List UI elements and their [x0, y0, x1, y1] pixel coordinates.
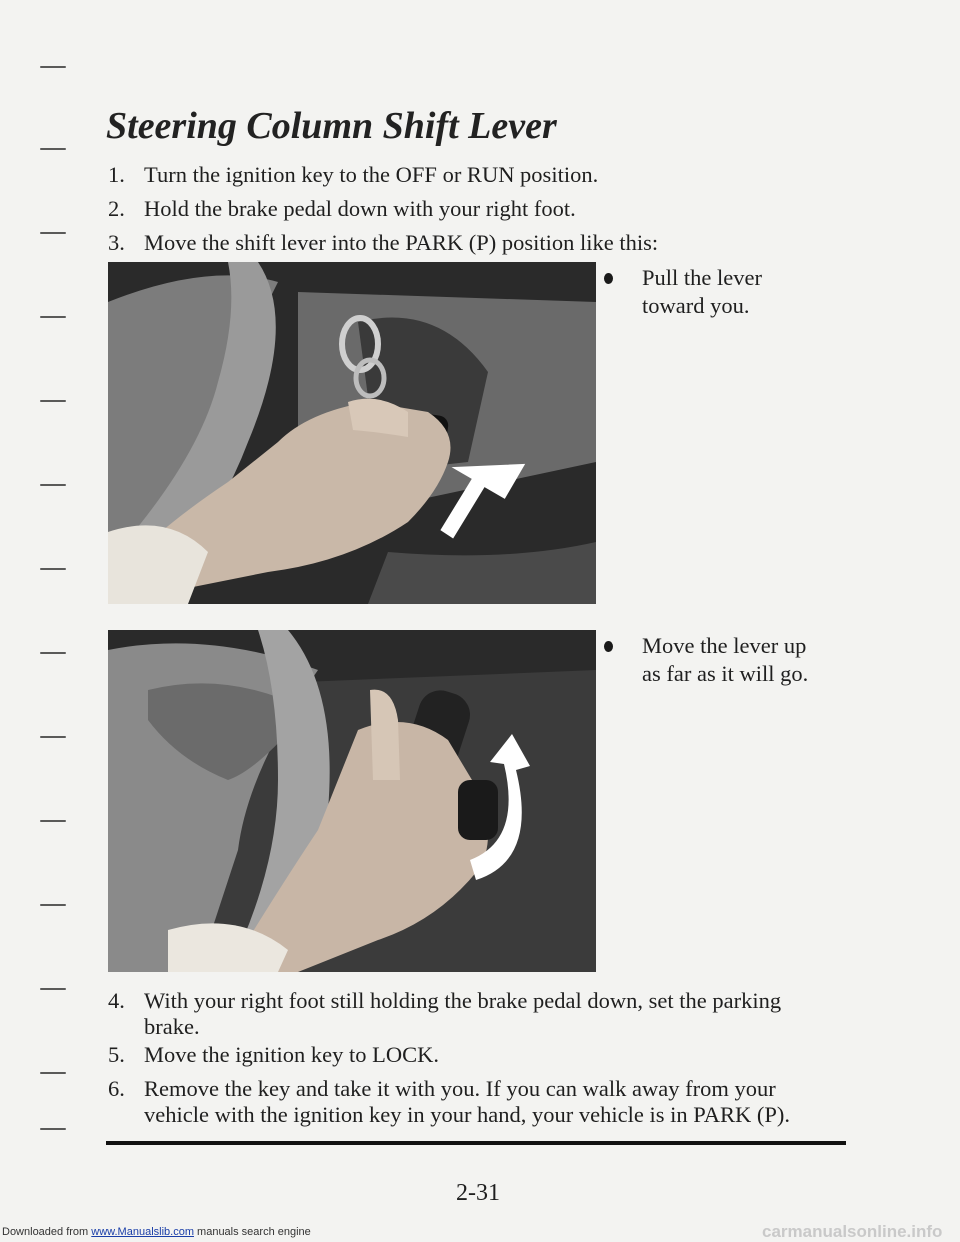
step-5 — [108, 1040, 439, 1070]
margin-mark — [40, 820, 66, 822]
margin-mark — [40, 1072, 66, 1074]
step-3 — [108, 228, 658, 258]
page-number: 2-31 — [456, 1180, 500, 1206]
margin-mark — [40, 232, 66, 234]
margin-mark — [40, 652, 66, 654]
step-text-continued: brake. — [144, 1014, 200, 1039]
margin-mark — [40, 148, 66, 150]
watermark: carmanualsonline.info — [762, 1222, 943, 1241]
step-1 — [108, 160, 598, 190]
step-number: 2. — [108, 196, 125, 221]
photo-pull-lever — [108, 262, 596, 604]
download-footer — [2, 1226, 311, 1238]
step-number: 5. — [108, 1042, 125, 1067]
bullet-text: as far as it will go. — [642, 661, 809, 686]
margin-mark — [40, 484, 66, 486]
footer-rule — [106, 1141, 846, 1145]
step-text-continued: vehicle with the ignition key in your hand, your vehicle is in PARK (P). — [144, 1102, 790, 1127]
bullet-dot — [604, 273, 613, 284]
margin-mark — [40, 400, 66, 402]
manualslib-link[interactable]: www.Manualslib.com — [91, 1226, 194, 1238]
bullet-text: Pull the lever — [642, 265, 762, 290]
step-text: Move the ignition key to LOCK. — [144, 1042, 439, 1067]
step-4 — [108, 986, 868, 1039]
footer-prefix: Downloaded from — [2, 1226, 92, 1238]
margin-mark — [40, 1128, 66, 1130]
page-title: Steering Column Shift Lever — [106, 105, 557, 147]
margin-mark — [40, 66, 66, 68]
step-number: 3. — [108, 230, 125, 255]
step-number: 4. — [108, 988, 125, 1013]
margin-mark — [40, 904, 66, 906]
step-text: Remove the key and take it with you. If you can walk away from your — [144, 1076, 776, 1101]
step-number: 1. — [108, 162, 125, 187]
step-6 — [108, 1074, 868, 1127]
margin-mark — [40, 568, 66, 570]
step-text: Hold the brake pedal down with your right foot. — [144, 196, 576, 221]
step-text: Move the shift lever into the PARK (P) position like this: — [144, 230, 659, 255]
photo-pull-lever-illustration — [108, 262, 596, 604]
margin-mark — [40, 316, 66, 318]
margin-mark — [40, 988, 66, 990]
step-text: Turn the ignition key to the OFF or RUN position. — [144, 162, 599, 187]
step-number: 6. — [108, 1076, 125, 1101]
footer-suffix: manuals search engine — [193, 1226, 311, 1238]
bullet-text: toward you. — [642, 293, 750, 318]
step-2 — [108, 194, 576, 224]
photo-move-lever-up-illustration — [108, 630, 596, 972]
margin-mark — [40, 736, 66, 738]
step-text: With your right foot still holding the brake pedal down, set the parking — [144, 988, 782, 1013]
photo-move-lever-up — [108, 630, 596, 972]
bullet-dot — [604, 641, 613, 652]
bullet-text: Move the lever up — [642, 633, 807, 658]
